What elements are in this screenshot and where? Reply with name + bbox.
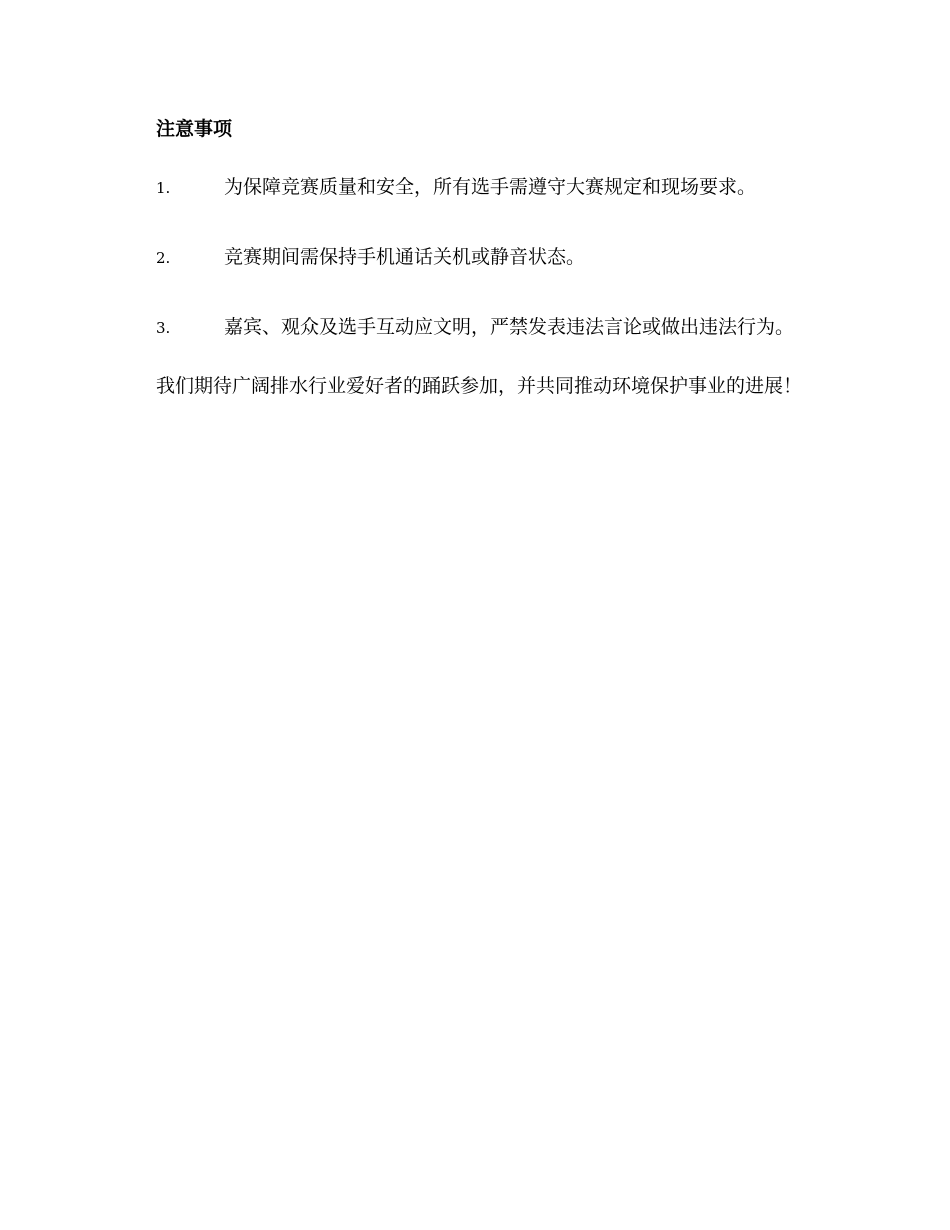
list-item-text: 为保障竞赛质量和安全，所有选手需遵守大赛规定和现场要求。	[224, 176, 757, 198]
list-item-text: 嘉宾、观众及选手互动应文明，严禁发表违法言论或做出违法行为。	[224, 316, 795, 338]
list-item	[113, 298, 833, 357]
list-item	[113, 158, 833, 217]
list-item-number: 1.	[156, 179, 171, 197]
list-item	[113, 228, 833, 287]
document-content	[113, 112, 833, 415]
notice-list	[113, 158, 833, 357]
list-item-text: 竞赛期间需保持手机通话关机或静音状态。	[224, 246, 586, 268]
section-heading: 注意事项	[156, 118, 233, 140]
list-item-number: 2.	[156, 249, 171, 267]
closing-paragraph: 我们期待广阔排水行业爱好者的踊跃参加，并共同推动环境保护事业的进展！	[156, 375, 803, 397]
list-item-number: 3.	[156, 319, 171, 337]
